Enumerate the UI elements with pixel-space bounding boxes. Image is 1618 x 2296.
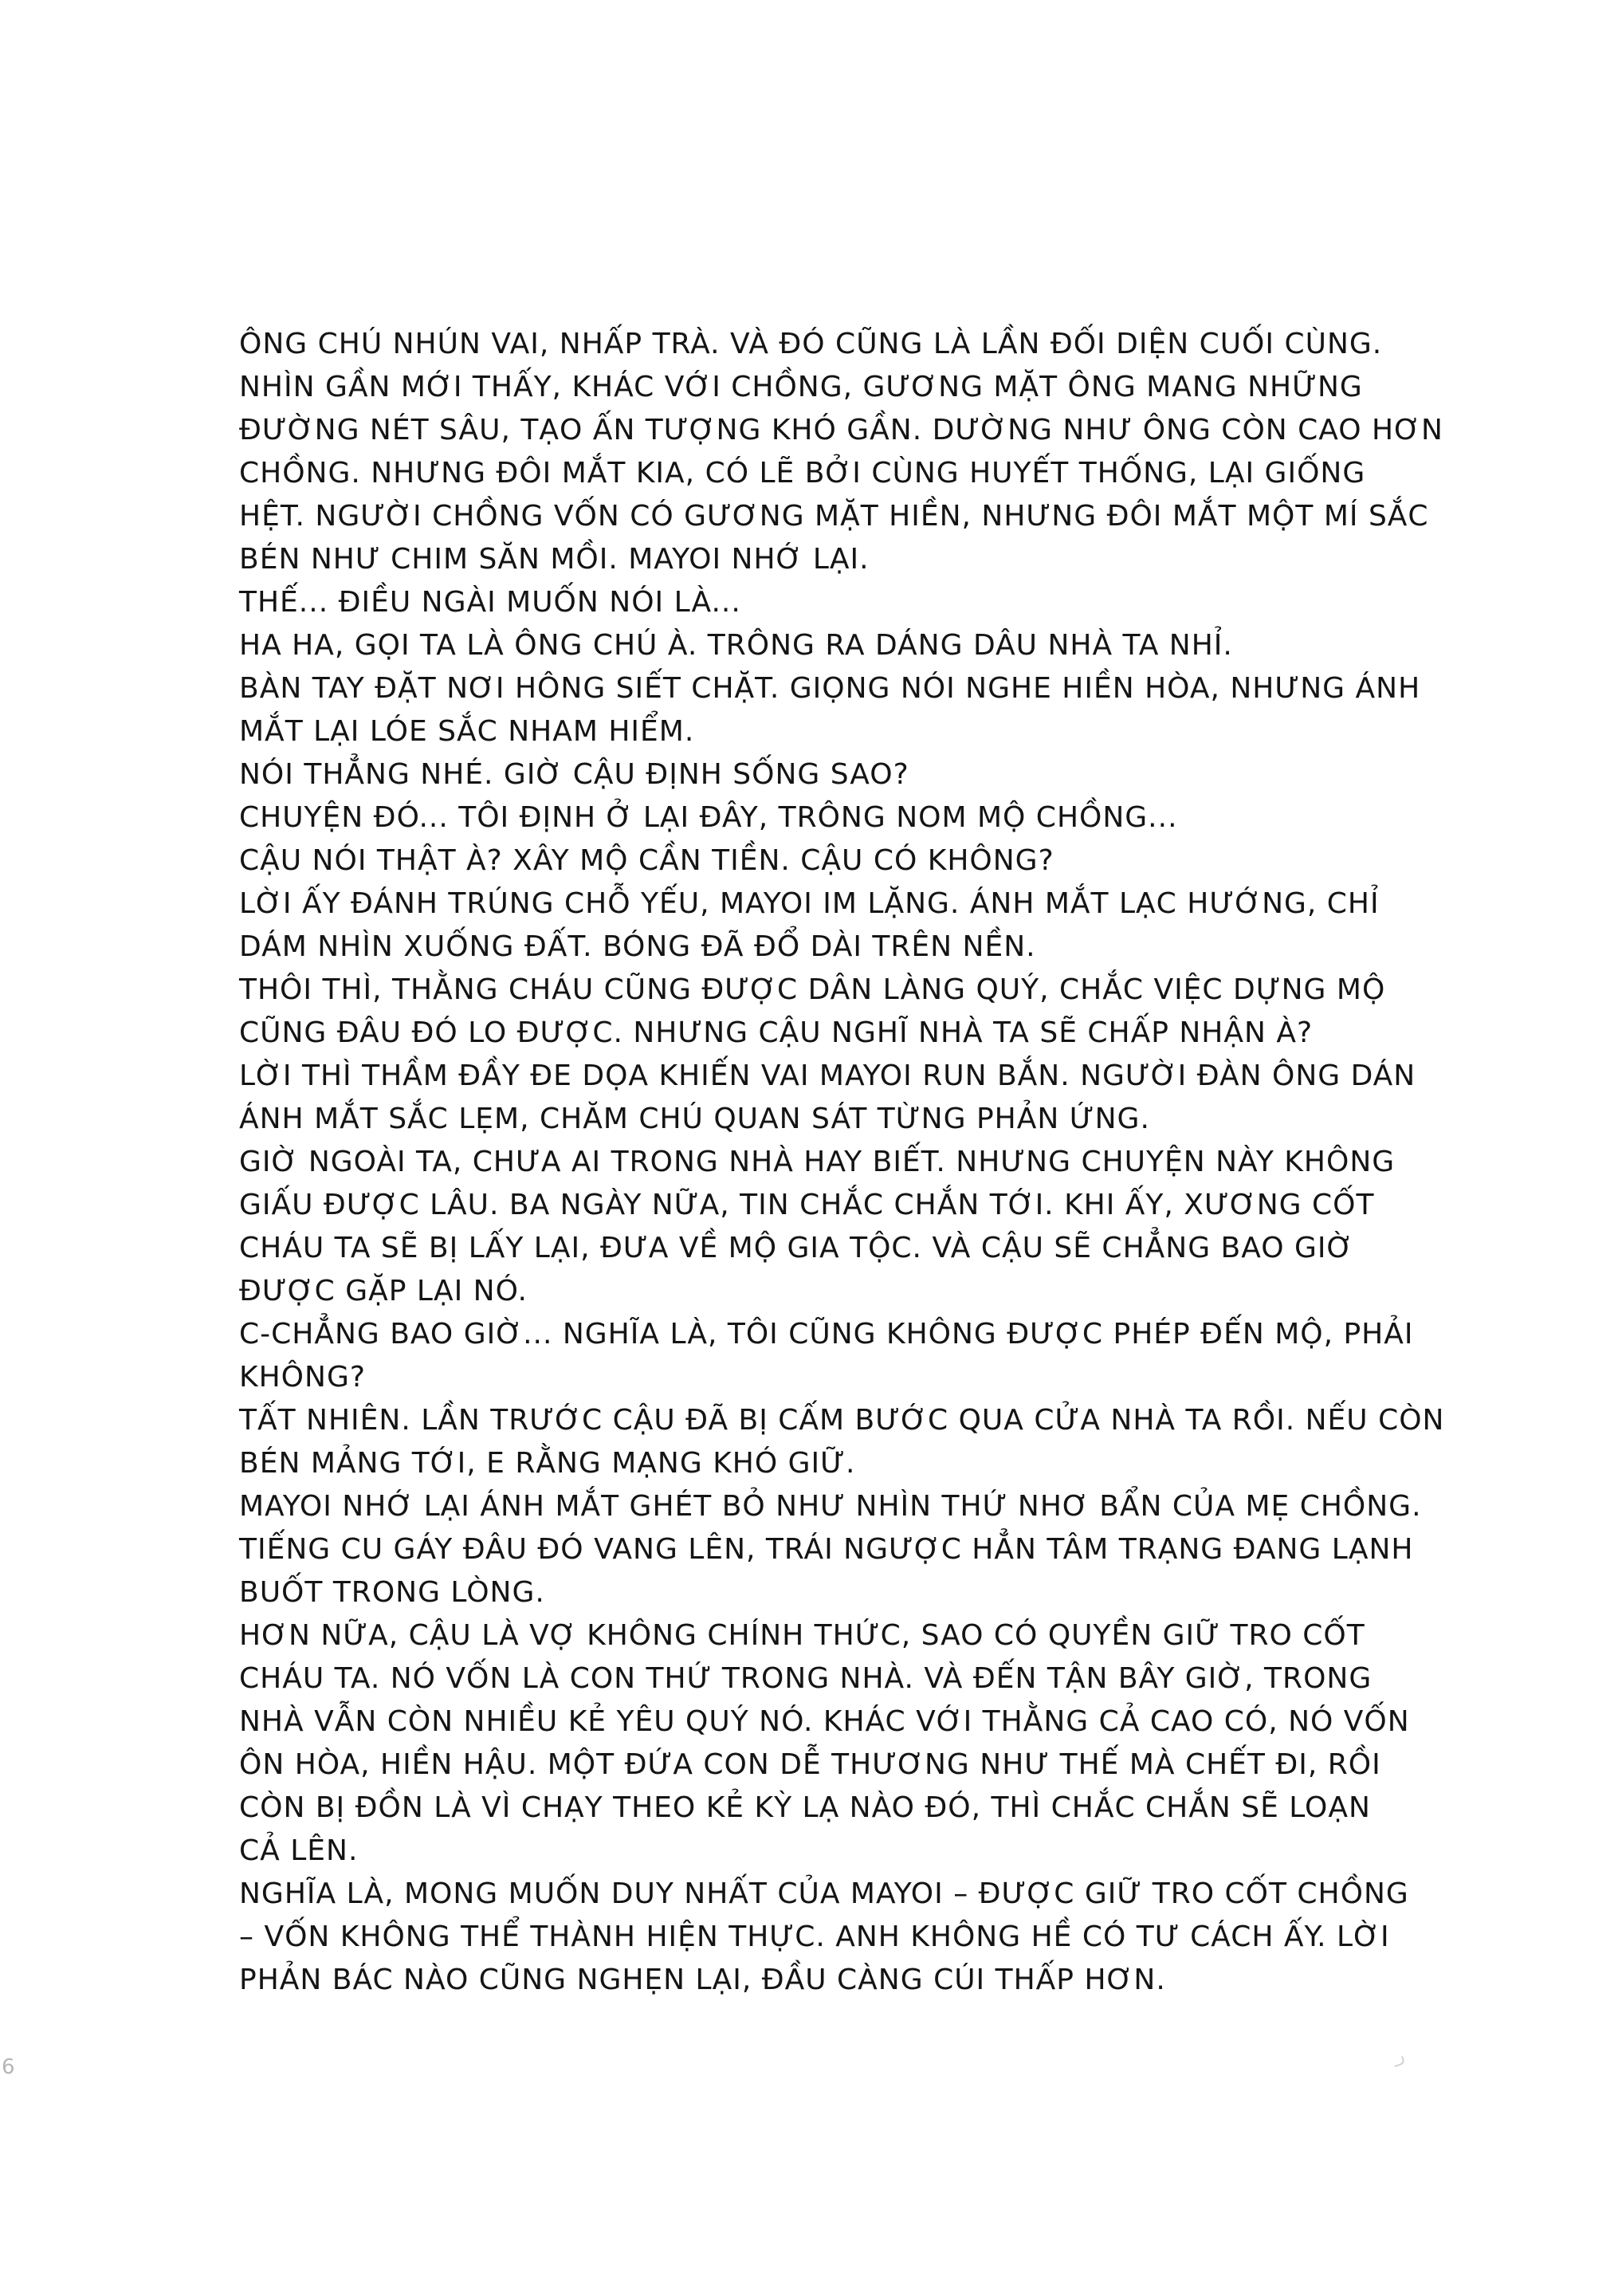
text-line: THÔI THÌ, THẰNG CHÁU CŨNG ĐƯỢC DÂN LÀNG QUÝ, CHẮC VIỆC DỰNG MỘ [239, 973, 1386, 1006]
text-line: ÁNH MẮT SẮC LẸM, CHĂM CHÚ QUAN SÁT TỪNG PHẢN ỨNG. [239, 1103, 1150, 1135]
text-line: BÉN NHƯ CHIM SĂN MỒI. MAYOI NHỚ LẠI. [239, 543, 870, 576]
text-line: THẾ... ĐIỀU NGÀI MUỐN NÓI LÀ... [239, 586, 741, 619]
text-line: ĐƯỢC GẶP LẠI NÓ. [239, 1275, 528, 1307]
text-line: BUỐT TRONG LÒNG. [239, 1576, 545, 1609]
text-line: CHUYỆN ĐÓ... TÔI ĐỊNH Ở LẠI ĐÂY, TRÔNG NOM MỘ CHỒNG... [239, 801, 1178, 834]
text-line: CẬU NÓI THẬT À? XÂY MỘ CẦN TIỀN. CẬU CÓ KHÔNG? [239, 844, 1054, 877]
text-line: PHẢN BÁC NÀO CŨNG NGHẸN LẠI, ĐẦU CÀNG CÚI THẤP HƠN. [239, 1964, 1166, 1996]
text-line: CHÁU TA. NÓ VỐN LÀ CON THỨ TRONG NHÀ. VÀ ĐẾN TẬN BÂY GIỜ, TRONG [239, 1662, 1373, 1695]
page-number: 6 [2, 2055, 15, 2079]
text-line: CHỒNG. NHƯNG ĐÔI MẮT KIA, CÓ LẼ BỞI CÙNG HUYẾT THỐNG, LẠI GIỐNG [239, 457, 1366, 489]
text-line: DÁM NHÌN XUỐNG ĐẤT. BÓNG ĐÃ ĐỔ DÀI TRÊN NỀN. [239, 930, 1036, 963]
text-line: CŨNG ĐÂU ĐÓ LO ĐƯỢC. NHƯNG CẬU NGHĨ NHÀ TA SẼ CHẤP NHẬN À? [239, 1016, 1314, 1049]
story-text-block [239, 323, 1483, 2002]
text-line: GIỜ NGOÀI TA, CHƯA AI TRONG NHÀ HAY BIẾT. NHƯNG CHUYỆN NÀY KHÔNG [239, 1146, 1396, 1178]
corner-mark [1392, 2056, 1406, 2067]
text-line: LỜI ẤY ĐÁNH TRÚNG CHỖ YẾU, MAYOI IM LẶNG. ÁNH MẮT LẠC HƯỚNG, CHỈ [239, 887, 1380, 920]
text-line: CHÁU TA SẼ BỊ LẤY LẠI, ĐƯA VỀ MỘ GIA TỘC. VÀ CẬU SẼ CHẲNG BAO GIỜ [239, 1232, 1354, 1264]
text-line: TẤT NHIÊN. LẦN TRƯỚC CẬU ĐÃ BỊ CẤM BƯỚC QUA CỬA NHÀ TA RỒI. NẾU CÒN [239, 1404, 1445, 1437]
text-line: HA HA, GỌI TA LÀ ÔNG CHÚ À. TRÔNG RA DÁNG DÂU NHÀ TA NHỈ. [239, 629, 1233, 662]
text-line: LỜI THÌ THẦM ĐẦY ĐE DỌA KHIẾN VAI MAYOI RUN BẮN. NGƯỜI ĐÀN ÔNG DÁN [239, 1060, 1416, 1092]
text-line: NHÀ VẪN CÒN NHIỀU KẺ YÊU QUÝ NÓ. KHÁC VỚI THẰNG CẢ CAO CÓ, NÓ VỐN [239, 1705, 1410, 1738]
text-line: – VỐN KHÔNG THỂ THÀNH HIỆN THỰC. ANH KHÔNG HỀ CÓ TƯ CÁCH ẤY. LỜI [239, 1921, 1390, 1953]
text-line: CÒN BỊ ĐỒN LÀ VÌ CHẠY THEO KẺ KỲ LẠ NÀO ĐÓ, THÌ CHẮC CHẮN SẼ LOẠN [239, 1791, 1371, 1824]
text-line: HỆT. NGƯỜI CHỒNG VỐN CÓ GƯƠNG MẶT HIỀN, NHƯNG ĐÔI MẮT MỘT MÍ SẮC [239, 500, 1429, 533]
text-line: ÔN HÒA, HIỀN HẬU. MỘT ĐỨA CON DỄ THƯƠNG NHƯ THẾ MÀ CHẾT ĐI, RỒI [239, 1748, 1381, 1781]
text-line: ĐƯỜNG NÉT SÂU, TẠO ẤN TƯỢNG KHÓ GẦN. DƯỜNG NHƯ ÔNG CÒN CAO HƠN [239, 414, 1443, 446]
text-line: C-CHẲNG BAO GIỜ... NGHĨA LÀ, TÔI CŨNG KHÔNG ĐƯỢC PHÉP ĐẾN MỘ, PHẢI [239, 1318, 1414, 1350]
text-line: MẮT LẠI LÓE SẮC NHAM HIỂM. [239, 715, 695, 748]
text-line: NÓI THẲNG NHÉ. GIỜ CẬU ĐỊNH SỐNG SAO? [239, 758, 909, 791]
text-line: MAYOI NHỚ LẠI ÁNH MẮT GHÉT BỎ NHƯ NHÌN THỨ NHƠ BẨN CỦA MẸ CHỒNG. [239, 1490, 1422, 1523]
text-line: BÉN MẢNG TỚI, E RẰNG MẠNG KHÓ GIỮ. [239, 1447, 856, 1480]
text-line: NHÌN GẦN MỚI THẤY, KHÁC VỚI CHỒNG, GƯƠNG MẶT ÔNG MANG NHỮNG [239, 371, 1363, 403]
text-line: CẢ LÊN. [239, 1834, 359, 1867]
text-line: NGHĨA LÀ, MONG MUỐN DUY NHẤT CỦA MAYOI – ĐƯỢC GIỮ TRO CỐT CHỒNG [239, 1877, 1409, 1910]
text-line: ÔNG CHÚ NHÚN VAI, NHẤP TRÀ. VÀ ĐÓ CŨNG LÀ LẦN ĐỐI DIỆN CUỐI CÙNG. [239, 328, 1383, 360]
text-line: TIẾNG CU GÁY ĐÂU ĐÓ VANG LÊN, TRÁI NGƯỢC HẲN TÂM TRẠNG ĐANG LẠNH [239, 1533, 1414, 1566]
text-line: GIẤU ĐƯỢC LÂU. BA NGÀY NỮA, TIN CHẮC CHẮN TỚI. KHI ẤY, XƯƠNG CỐT [239, 1189, 1375, 1221]
text-line: BÀN TAY ĐẶT NƠI HÔNG SIẾT CHẶT. GIỌNG NÓI NGHE HIỀN HÒA, NHƯNG ÁNH [239, 672, 1421, 705]
text-line: HƠN NỮA, CẬU LÀ VỢ KHÔNG CHÍNH THỨC, SAO CÓ QUYỀN GIỮ TRO CỐT [239, 1619, 1365, 1652]
text-line: KHÔNG? [239, 1361, 366, 1394]
